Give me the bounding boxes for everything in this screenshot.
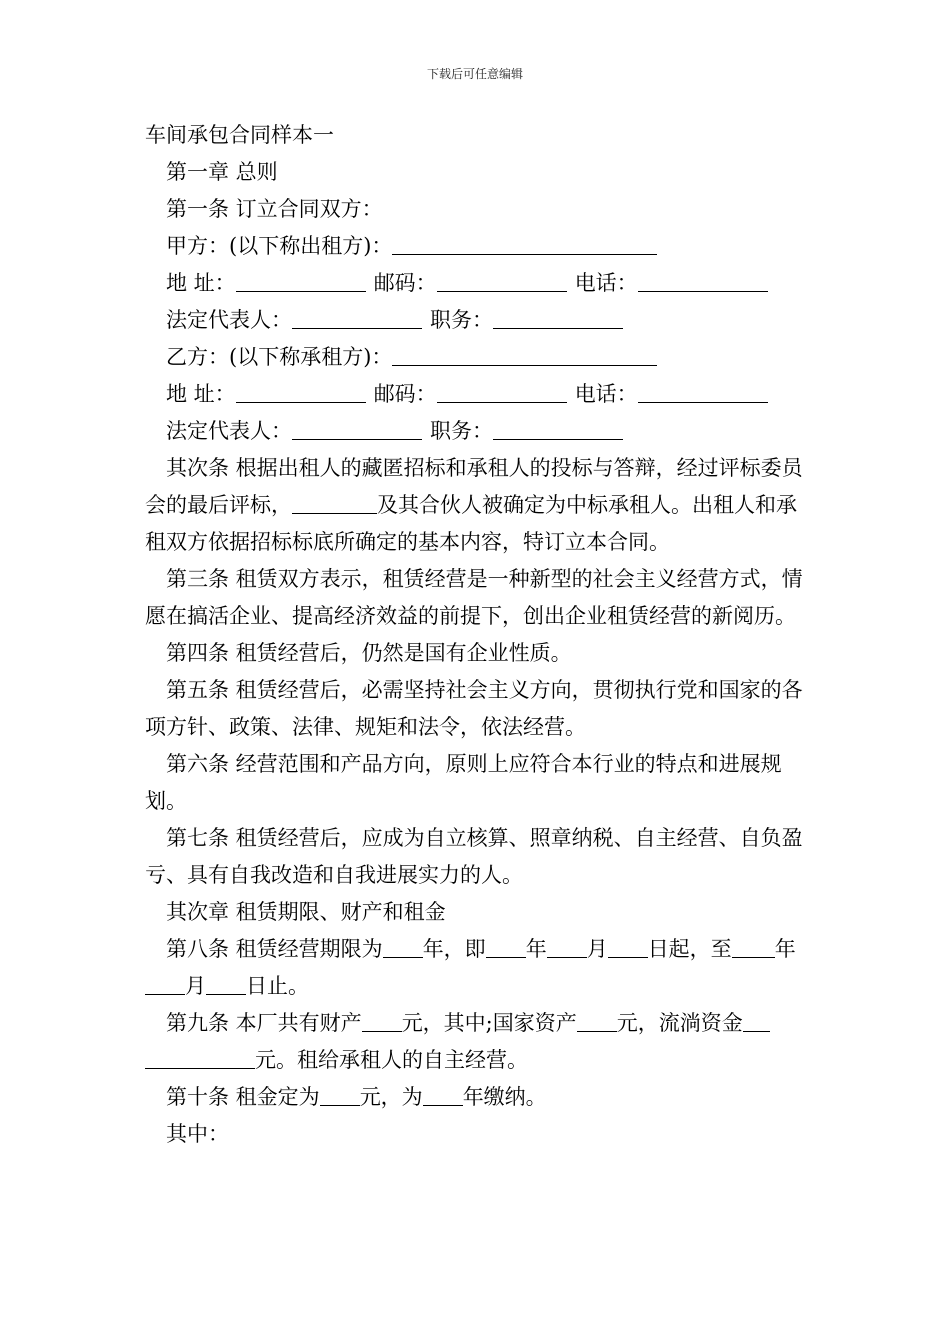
article-text: 月	[586, 937, 608, 961]
fill-blank	[608, 936, 648, 958]
address-label: 地 址：	[166, 382, 236, 406]
fill-blank	[437, 270, 567, 292]
article-text: 日起，至	[647, 937, 732, 961]
position-label: 职务：	[430, 308, 493, 332]
party-b-label: 乙方：(以下称承租方)：	[166, 345, 393, 369]
fill-blank	[292, 492, 377, 514]
fill-blank	[493, 418, 623, 440]
fill-blank	[292, 307, 422, 329]
article-text: 第十条 租金定为	[166, 1085, 320, 1109]
legal-rep-label: 法定代表人：	[166, 419, 292, 443]
article-paragraph	[145, 450, 815, 561]
fill-blank	[423, 1084, 463, 1106]
article-text: 元，其中;国家资产	[401, 1011, 577, 1035]
article-text: 元，为	[359, 1085, 423, 1109]
fill-blank	[486, 936, 526, 958]
article-text: 年	[525, 937, 547, 961]
article-text: 年	[774, 937, 796, 961]
article-text: 元。租给承租人的自主经营。	[255, 1048, 528, 1072]
article-paragraph: 第三条 租赁双方表示，租赁经营是一种新型的社会主义经营方式，情愿在搞活企业、提高经济效益的前提下，创出企业租赁经营的新阅历。	[145, 567, 803, 628]
article-paragraph: 第七条 租赁经营后，应成为自立核算、照章纳税、自主经营、自负盈亏、具有自我改造和自我进展实力的人。	[145, 826, 803, 887]
fill-blank	[493, 307, 623, 329]
fill-blank	[362, 1010, 402, 1032]
article-paragraph: 第四条 租赁经营后，仍然是国有企业性质。	[166, 641, 572, 665]
article-text: 及其合伙人被确定为中标承租人。出租人和承租双方依据招标标底所确定的基本内容，特订立本合同。	[145, 493, 797, 554]
article-paragraph: 第五条 租赁经营后，必需坚持社会主义方向，贯彻执行党和国家的各项方针、政策、法律、规矩和法令，依法经营。	[145, 678, 803, 739]
party-b-address-line	[145, 376, 815, 413]
article-text: 第八条 租赁经营期限为	[166, 937, 383, 961]
party-a-rep-line	[145, 302, 815, 339]
chapter-heading: 第一章 总则	[166, 160, 278, 184]
fill-blank	[392, 233, 657, 255]
address-label: 地 址：	[166, 271, 236, 295]
fill-blank	[145, 1047, 255, 1069]
article-heading: 第一条 订立合同双方：	[166, 197, 383, 221]
fill-blank	[577, 1010, 617, 1032]
article-text: 其次条 根据出租人的藏匿招标和承租人的投标与答辩，经过评标委员会的最后评标，	[145, 456, 803, 517]
fill-blank	[206, 973, 246, 995]
article-text: 月	[185, 974, 206, 998]
party-a-address-line	[145, 265, 815, 302]
chapter-heading: 其次章 租赁期限、财产和租金	[166, 900, 446, 924]
fill-blank	[759, 936, 775, 958]
phone-label: 电话：	[574, 382, 638, 406]
article-paragraph	[145, 931, 815, 1005]
article-text: 元，流淌资金	[616, 1011, 743, 1035]
article-paragraph	[145, 1079, 815, 1116]
fill-blank	[732, 936, 759, 958]
party-b-rep-line	[145, 413, 815, 450]
article-paragraph: 第六条 经营范围和产品方向，原则上应符合本行业的特点和进展规划。	[145, 752, 782, 813]
article-paragraph: 其中：	[166, 1122, 229, 1146]
contract-body	[145, 117, 815, 1153]
document-title: 车间承包合同样本一	[145, 123, 334, 147]
article-text: 年缴纳。	[462, 1085, 547, 1109]
fill-blank	[236, 381, 366, 403]
article-paragraph	[145, 1005, 815, 1079]
fill-blank	[236, 270, 366, 292]
article-text: 年，即	[422, 937, 486, 961]
party-b-line	[145, 339, 815, 376]
fill-blank	[320, 1084, 360, 1106]
article-text: 日止。	[246, 974, 309, 998]
phone-label: 电话：	[574, 271, 638, 295]
postcode-label: 邮码：	[373, 271, 437, 295]
fill-blank	[292, 418, 422, 440]
position-label: 职务：	[430, 419, 493, 443]
page-header-note: 下载后可任意编辑	[426, 67, 523, 81]
fill-blank	[145, 973, 185, 995]
fill-blank	[392, 344, 657, 366]
fill-blank	[547, 936, 587, 958]
fill-blank	[743, 1010, 770, 1032]
article-text: 第九条 本厂共有财产	[166, 1011, 362, 1035]
legal-rep-label: 法定代表人：	[166, 308, 292, 332]
fill-blank	[638, 381, 768, 403]
fill-blank	[638, 270, 768, 292]
party-a-label: 甲方：(以下称出租方)：	[166, 234, 393, 258]
fill-blank	[437, 381, 567, 403]
fill-blank	[383, 936, 423, 958]
party-a-line	[145, 228, 815, 265]
postcode-label: 邮码：	[373, 382, 437, 406]
